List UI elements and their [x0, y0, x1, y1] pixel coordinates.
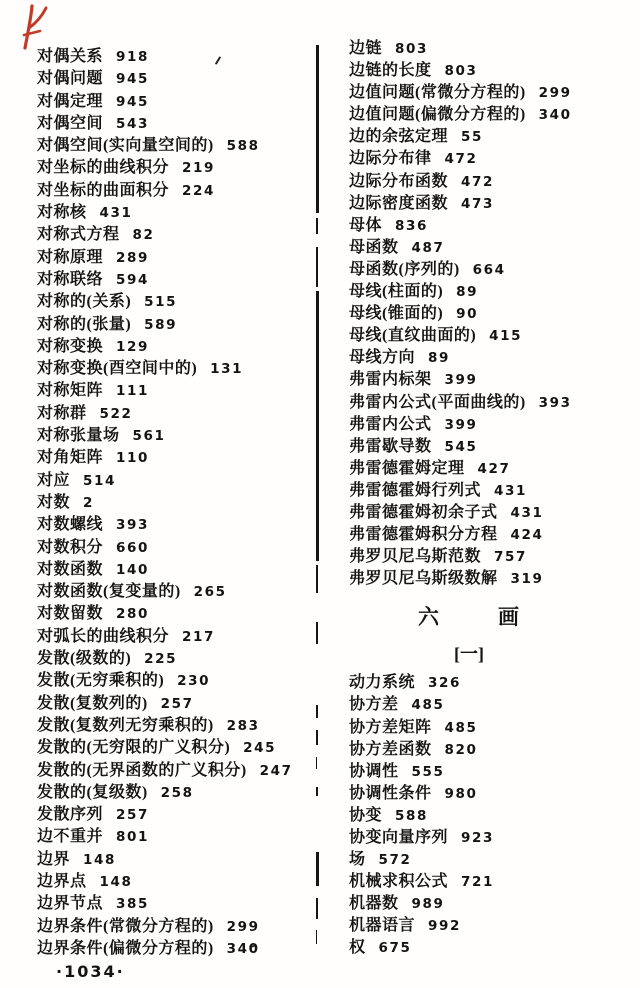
entry-page-number: 299 — [226, 918, 260, 935]
column-divider-segment — [316, 898, 318, 919]
index-entry — [349, 171, 637, 193]
entry-page-number: 594 — [116, 271, 149, 288]
index-entry — [37, 291, 315, 313]
entry-term: 边界条件(常微分方程的) — [37, 917, 214, 935]
index-entry — [37, 849, 315, 871]
entry-page-number: 473 — [461, 195, 494, 212]
entry-page-number: 431 — [494, 482, 527, 499]
entry-page-number: 415 — [489, 328, 523, 345]
index-entry — [349, 568, 637, 590]
entry-term: 对角矩阵 — [37, 449, 104, 467]
entry-term: 协变向量序列 — [349, 829, 449, 846]
entry-term: 权 — [349, 939, 366, 957]
index-entry — [37, 559, 315, 581]
entry-term: 母体 — [349, 216, 383, 234]
entry-page-number: 283 — [226, 717, 260, 734]
entry-term: 边界条件(偏微分方程的) — [37, 939, 214, 957]
index-entry — [349, 60, 637, 82]
entry-page-number: 588 — [226, 138, 260, 155]
entry-term: 弗雷德霍姆积分方程 — [349, 526, 498, 544]
entry-term: 母函数 — [349, 238, 399, 256]
entry-term: 机械求积公式 — [349, 873, 449, 891]
right-column-top-entries — [349, 38, 637, 590]
index-entry — [349, 717, 637, 739]
index-entry — [349, 893, 637, 915]
index-entry — [349, 392, 637, 414]
entry-page-number: 485 — [444, 719, 478, 736]
index-entry — [37, 537, 315, 559]
entry-term: 弗雷德霍姆定理 — [349, 459, 465, 477]
entry-term: 对数螺线 — [37, 516, 104, 534]
index-entry — [37, 46, 315, 68]
index-entry — [349, 458, 637, 480]
entry-term: 边际分布函数 — [349, 172, 449, 190]
index-entry — [37, 380, 315, 402]
index-entry — [37, 804, 315, 826]
entry-page-number: 257 — [160, 695, 194, 712]
index-entry — [37, 893, 315, 915]
entry-page-number: 89 — [428, 350, 451, 367]
entry-page-number: 289 — [116, 249, 149, 266]
entry-page-number: 485 — [411, 697, 445, 714]
index-entry — [37, 336, 315, 358]
entry-term: 对应 — [37, 471, 71, 489]
index-entry — [349, 871, 637, 893]
entry-term: 边值问题(偏微分方程的) — [349, 106, 526, 124]
radical-subsection-label: [一] — [454, 644, 484, 665]
entry-page-number: 431 — [510, 504, 544, 521]
index-entry — [349, 82, 637, 104]
entry-term: 协调性条件 — [349, 784, 432, 802]
index-entry — [349, 414, 637, 436]
entry-page-number: 82 — [132, 227, 155, 244]
entry-page-number: 326 — [428, 675, 461, 692]
right-column-bottom-entries — [349, 672, 637, 959]
index-entry — [37, 626, 315, 648]
entry-term: 发散的(复级数) — [37, 783, 148, 801]
entry-page-number: 572 — [378, 852, 412, 869]
entry-page-number: 319 — [510, 571, 544, 588]
entry-page-number: 589 — [144, 316, 178, 333]
index-entry — [37, 470, 315, 492]
entry-page-number: 561 — [132, 428, 166, 445]
entry-page-number: 140 — [116, 561, 149, 578]
index-entry — [37, 737, 315, 759]
entry-term: 母线(柱面的) — [349, 283, 444, 301]
column-divider-segment — [316, 852, 319, 886]
entry-page-number: 472 — [444, 151, 478, 168]
entry-page-number: 992 — [428, 918, 461, 935]
entry-term: 对称联络 — [37, 270, 104, 288]
entry-page-number: 757 — [494, 549, 527, 566]
index-entry — [349, 303, 637, 325]
entry-term: 对数函数 — [37, 560, 104, 578]
entry-page-number: 980 — [444, 785, 478, 802]
entry-page-number: 472 — [461, 173, 494, 190]
entry-page-number: 555 — [411, 763, 445, 780]
entry-page-number: 2 — [83, 494, 95, 511]
entry-term: 边链的长度 — [349, 62, 432, 80]
index-entry — [349, 237, 637, 259]
entry-term: 对称群 — [37, 404, 87, 422]
entry-term: 对称核 — [37, 204, 87, 222]
entry-term: 发散(无穷乘积的) — [37, 672, 165, 690]
entry-page-number: 148 — [99, 873, 133, 890]
entry-term: 场 — [349, 851, 366, 869]
index-entry — [37, 581, 315, 603]
entry-page-number: 522 — [99, 405, 133, 422]
section-header-char: 六 — [418, 605, 440, 630]
entry-term: 边界点 — [37, 872, 87, 890]
entry-page-number: 424 — [510, 527, 544, 544]
entry-term: 边界 — [37, 850, 71, 868]
entry-page-number: 545 — [444, 438, 478, 455]
index-entry — [349, 148, 637, 170]
index-entry — [349, 915, 637, 937]
entry-term: 边际分布律 — [349, 150, 432, 168]
index-entry — [349, 672, 637, 694]
entry-page-number: 148 — [83, 851, 116, 868]
entry-page-number: 721 — [461, 874, 494, 891]
entry-page-number: 487 — [411, 239, 445, 256]
entry-page-number: 803 — [444, 63, 478, 80]
index-entry — [349, 739, 637, 761]
index-entry — [349, 502, 637, 524]
index-entry — [37, 782, 315, 804]
index-entry — [37, 358, 315, 380]
entry-page-number: 129 — [116, 338, 149, 355]
index-entry — [349, 694, 637, 716]
entry-term: 对数函数(复变量的) — [37, 583, 181, 601]
entry-page-number: 431 — [99, 205, 133, 222]
column-divider-segment — [316, 730, 318, 745]
entry-term: 弗罗贝尼乌斯级数解 — [349, 570, 498, 588]
index-entry — [349, 524, 637, 546]
index-entry — [37, 826, 315, 848]
entry-page-number: 399 — [444, 372, 478, 389]
entry-term: 弗雷内公式(平面曲线的) — [349, 393, 526, 411]
index-entry — [37, 314, 315, 336]
entry-page-number: 224 — [182, 182, 215, 199]
index-entry — [349, 827, 637, 849]
entry-term: 边界节点 — [37, 895, 104, 913]
index-entry — [349, 480, 637, 502]
entry-term: 协方差 — [349, 696, 399, 714]
entry-page-number: 385 — [116, 896, 149, 913]
entry-page-number: 111 — [116, 383, 149, 400]
entry-term: 母线(直纹曲面的) — [349, 327, 477, 345]
entry-page-number: 427 — [477, 460, 511, 477]
entry-term: 弗雷内标架 — [349, 371, 432, 389]
entry-page-number: 660 — [116, 539, 149, 556]
index-entry — [37, 670, 315, 692]
index-entry — [349, 546, 637, 568]
entry-term: 对偶定理 — [37, 92, 104, 110]
index-column-left — [37, 46, 315, 960]
entry-term: 机器数 — [349, 895, 399, 913]
entry-page-number: 258 — [160, 784, 194, 801]
index-entry — [349, 937, 637, 959]
entry-page-number: 230 — [177, 673, 211, 690]
entry-page-number: 217 — [182, 628, 215, 645]
entry-term: 边值问题(常微分方程的) — [349, 84, 526, 102]
stroke-count-section-header — [349, 590, 589, 636]
entry-term: 弗雷德霍姆行列式 — [349, 481, 482, 499]
entry-page-number: 399 — [444, 416, 478, 433]
entry-page-number: 543 — [116, 115, 149, 132]
index-entry — [349, 281, 637, 303]
entry-term: 动力系统 — [349, 674, 416, 692]
entry-term: 协方差矩阵 — [349, 718, 432, 736]
index-entry — [37, 514, 315, 536]
entry-term: 对弧长的曲线积分 — [37, 627, 170, 645]
entry-page-number: 90 — [456, 306, 479, 323]
entry-term: 对偶问题 — [37, 70, 104, 88]
index-entry — [37, 693, 315, 715]
index-entry — [349, 849, 637, 871]
column-divider-segment — [316, 622, 318, 644]
index-entry — [349, 126, 637, 148]
column-divider-segment — [316, 705, 318, 718]
entry-page-number: 340 — [538, 107, 572, 124]
entry-term: 对偶空间(实向量空间的) — [37, 137, 214, 155]
entry-term: 母函数(序列的) — [349, 260, 460, 278]
entry-page-number: 225 — [144, 651, 178, 668]
entry-page-number: 989 — [411, 896, 445, 913]
entry-term: 发散(复数列无穷乘积的) — [37, 716, 214, 734]
entry-term: 对数留数 — [37, 605, 104, 623]
entry-term: 对称的(张量) — [37, 315, 132, 333]
entry-page-number: 55 — [461, 129, 484, 146]
entry-term: 对称的(关系) — [37, 293, 132, 311]
entry-page-number: 280 — [116, 606, 149, 623]
column-divider-segment — [316, 787, 318, 796]
entry-page-number: 820 — [444, 741, 478, 758]
entry-page-number: 923 — [461, 830, 494, 846]
entry-page-number: 801 — [116, 829, 149, 846]
entry-page-number: 836 — [395, 217, 428, 234]
index-entry — [349, 783, 637, 805]
entry-term: 协变 — [349, 806, 383, 824]
index-entry — [349, 369, 637, 391]
entry-term: 发散的(无穷限的广义积分) — [37, 739, 231, 757]
entry-page-number: 515 — [144, 294, 178, 311]
entry-page-number: 131 — [210, 361, 244, 378]
index-entry — [37, 425, 315, 447]
entry-term: 发散序列 — [37, 806, 104, 824]
index-entry — [349, 436, 637, 458]
entry-term: 对称变换(酉空间中的) — [37, 360, 198, 378]
section-header-char: 画 — [498, 605, 520, 630]
index-entry — [37, 603, 315, 625]
index-entry — [37, 648, 315, 670]
entry-page-number: 265 — [193, 584, 227, 601]
entry-page-number: 664 — [472, 261, 506, 278]
entry-term: 发散的(无界函数的广义积分) — [37, 761, 247, 779]
index-entry — [37, 157, 315, 179]
index-entry — [349, 215, 637, 237]
entry-term: 对数 — [37, 493, 71, 511]
entry-term: 弗雷歇导数 — [349, 437, 432, 455]
index-entry — [37, 180, 315, 202]
column-divider-segment — [316, 218, 318, 234]
entry-page-number: 247 — [259, 762, 293, 779]
index-entry — [349, 347, 637, 369]
index-entry — [349, 193, 637, 215]
index-entry — [37, 113, 315, 135]
entry-page-number: 110 — [116, 450, 149, 467]
index-entry — [37, 403, 315, 425]
entry-term: 母线(锥面的) — [349, 305, 444, 323]
entry-page-number: 257 — [116, 807, 149, 824]
entry-page-number: 514 — [83, 472, 116, 489]
index-entry — [37, 938, 315, 960]
entry-term: 对偶关系 — [37, 48, 104, 65]
index-entry — [37, 247, 315, 269]
entry-page-number: 219 — [182, 160, 215, 177]
index-entry — [349, 104, 637, 126]
index-entry — [37, 224, 315, 246]
column-divider-segment — [316, 247, 318, 287]
entry-page-number: 675 — [378, 940, 412, 957]
entry-page-number: 299 — [538, 85, 572, 102]
index-entry — [349, 259, 637, 281]
entry-term: 发散(复数列的) — [37, 694, 148, 712]
entry-term: 协方差函数 — [349, 740, 432, 758]
entry-page-number: 340 — [226, 940, 260, 957]
entry-term: 对偶空间 — [37, 114, 104, 132]
entry-page-number: 89 — [456, 284, 479, 301]
entry-term: 弗雷内公式 — [349, 415, 432, 433]
column-divider-segment — [316, 45, 319, 213]
index-entry — [349, 38, 637, 60]
entry-term: 协调性 — [349, 762, 399, 780]
column-divider-segment — [316, 565, 318, 593]
entry-term: 对称张量场 — [37, 427, 120, 445]
entry-page-number: 945 — [116, 71, 149, 88]
entry-term: 对坐标的曲线积分 — [37, 159, 170, 177]
index-entry — [37, 135, 315, 157]
index-entry — [37, 269, 315, 291]
index-entry — [37, 447, 315, 469]
entry-page-number: 945 — [116, 93, 149, 110]
index-entry — [349, 325, 637, 347]
index-column-right — [349, 38, 637, 960]
entry-term: 弗罗贝尼乌斯范数 — [349, 548, 482, 566]
entry-term: 对称式方程 — [37, 226, 120, 244]
column-divider-segment — [316, 757, 317, 769]
column-divider-segment — [316, 930, 317, 944]
index-entry — [349, 761, 637, 783]
entry-page-number: 245 — [243, 740, 277, 757]
entry-page-number: 393 — [116, 517, 149, 534]
entry-term: 边链 — [349, 40, 383, 57]
index-entry — [37, 68, 315, 90]
entry-page-number: 803 — [395, 41, 428, 57]
index-entry — [37, 715, 315, 737]
entry-page-number: 588 — [395, 807, 428, 824]
index-entry — [37, 916, 315, 938]
entry-term: 弗雷德霍姆初余子式 — [349, 503, 498, 521]
entry-term: 对坐标的曲面积分 — [37, 181, 170, 199]
entry-term: 对称变换 — [37, 337, 104, 355]
entry-term: 发散(级数的) — [37, 650, 132, 668]
index-entry — [349, 805, 637, 827]
entry-term: 对称原理 — [37, 248, 104, 266]
entry-term: 边不重并 — [37, 828, 104, 846]
entry-term: 边际密度函数 — [349, 194, 449, 212]
entry-page-number: 918 — [116, 49, 149, 65]
index-entry — [37, 91, 315, 113]
entry-term: 对称矩阵 — [37, 382, 104, 400]
index-entry — [37, 871, 315, 893]
index-entry — [37, 202, 315, 224]
entry-term: 机器语言 — [349, 917, 416, 935]
page-number-footer: ·1034· — [56, 962, 125, 981]
column-divider-segment — [316, 291, 319, 561]
entry-term: 对数积分 — [37, 538, 104, 556]
index-entry — [37, 760, 315, 782]
entry-page-number: 393 — [538, 394, 572, 411]
entry-term: 母线方向 — [349, 349, 416, 367]
index-entry — [37, 492, 315, 514]
entry-term: 边的余弦定理 — [349, 128, 449, 146]
